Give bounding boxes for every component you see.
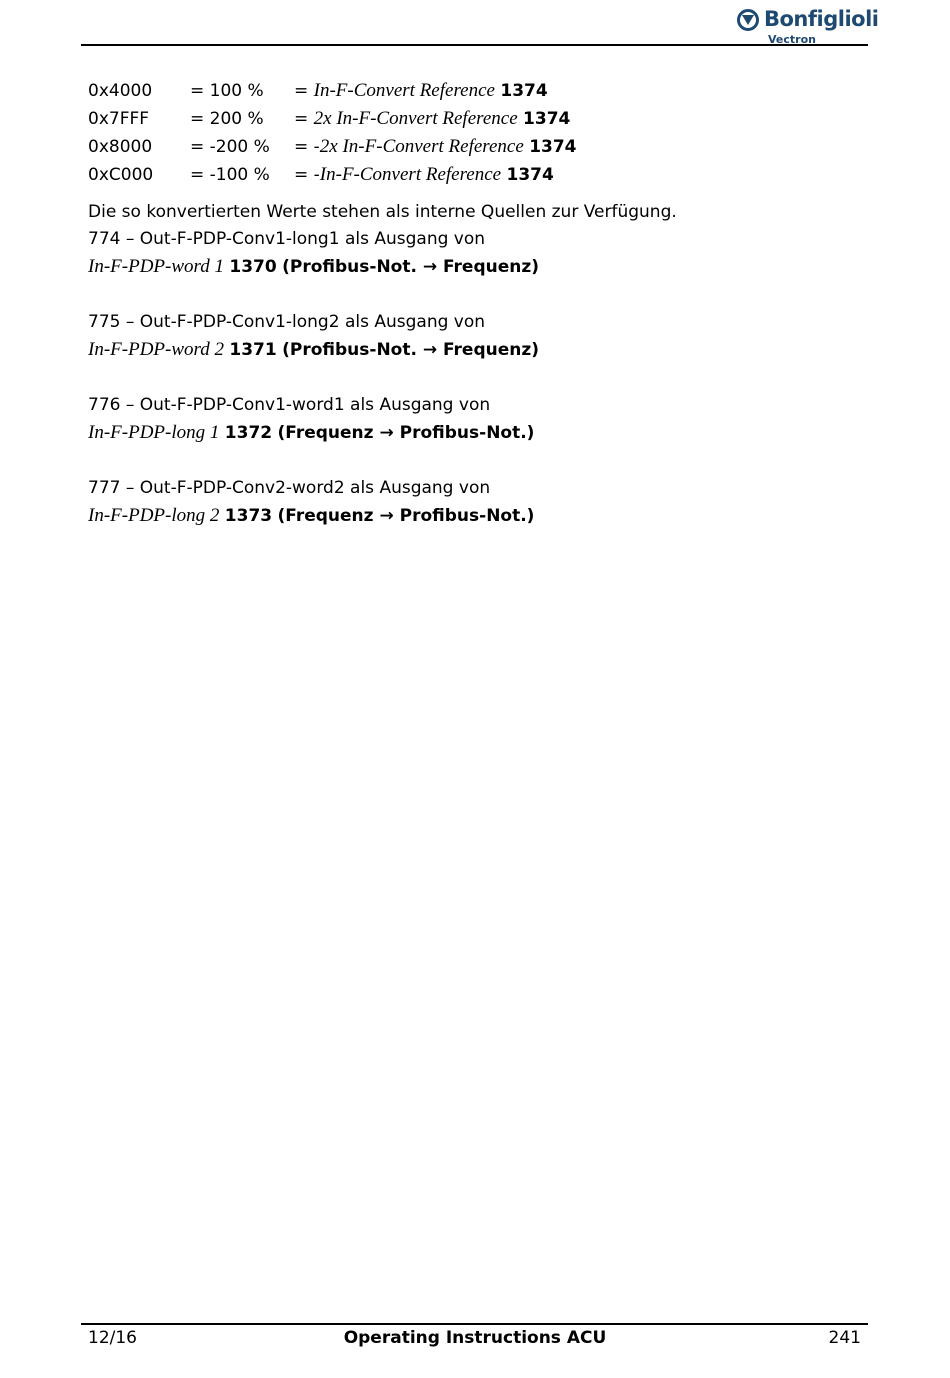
reference-expression: = -2x In-F-Convert Reference 1374 — [294, 136, 577, 157]
footer-date: 12/16 — [88, 1328, 137, 1348]
reference-expression: = In-F-Convert Reference 1374 — [294, 80, 548, 101]
output-entry — [88, 475, 868, 530]
entry-heading: 774 – Out-F-PDP-Conv1-long1 als Ausgang von — [88, 229, 486, 249]
output-entry — [88, 309, 868, 364]
parameter-number: 1374 — [500, 81, 548, 101]
conversion-table — [88, 77, 868, 189]
percent-value: = -200 % — [190, 137, 270, 157]
entry-heading: 777 – Out-F-PDP-Conv2-word2 als Ausgang von — [88, 478, 491, 498]
page-content — [88, 77, 868, 530]
reference-name: In-F-Convert Reference — [319, 164, 502, 185]
reference-name: 2x In-F-Convert Reference — [313, 108, 518, 129]
hex-value: 0x7FFF — [88, 109, 150, 129]
entry-source — [88, 502, 868, 530]
output-entry — [88, 226, 868, 281]
reference-name: In-F-Convert Reference — [313, 80, 495, 101]
page-number: 241 — [828, 1328, 861, 1348]
table-row — [88, 77, 868, 105]
table-row — [88, 133, 868, 161]
reference-expression: = -In-F-Convert Reference 1374 — [294, 164, 554, 185]
hex-value: 0x8000 — [88, 137, 153, 157]
parameter-name: In-F-PDP-long 1 — [88, 422, 220, 443]
output-entry — [88, 392, 868, 447]
conversion-direction: (Profibus-Not. → Frequenz) — [282, 340, 540, 360]
entry-source — [88, 336, 868, 364]
header-rule — [81, 44, 868, 46]
entry-heading: 775 – Out-F-PDP-Conv1-long2 als Ausgang von — [88, 312, 486, 332]
parameter-name: In-F-PDP-long 2 — [88, 505, 220, 526]
parameter-number: 1373 — [224, 506, 273, 526]
parameter-number: 1374 — [529, 137, 577, 157]
entry-heading: 776 – Out-F-PDP-Conv1-word1 als Ausgang von — [88, 395, 491, 415]
logo-mark-icon — [737, 9, 759, 31]
conversion-direction: (Frequenz → Profibus-Not.) — [277, 506, 535, 526]
logo-name: Bonfiglioli — [764, 7, 879, 31]
table-row — [88, 105, 868, 133]
hex-value: 0xC000 — [88, 165, 154, 185]
parameter-name: In-F-PDP-word 2 — [88, 339, 224, 360]
percent-value: = 200 % — [190, 109, 264, 129]
reference-name: 2x In-F-Convert Reference — [319, 136, 524, 157]
logo-subtitle: Vectron — [768, 33, 816, 46]
brand-logo — [737, 7, 879, 47]
intro-text: Die so konvertierten Werte stehen als interne Quellen zur Verfügung. — [88, 202, 677, 222]
parameter-number: 1370 — [229, 257, 277, 277]
reference-expression: = 2x In-F-Convert Reference 1374 — [294, 108, 571, 129]
conversion-direction: (Profibus-Not. → Frequenz) — [282, 257, 540, 277]
parameter-number: 1371 — [229, 340, 277, 360]
parameter-number: 1374 — [523, 109, 571, 129]
percent-value: = 100 % — [190, 81, 264, 101]
entry-source — [88, 419, 868, 447]
parameter-number: 1374 — [506, 165, 554, 185]
conversion-direction: (Frequenz → Profibus-Not.) — [277, 423, 535, 443]
footer-rule — [81, 1323, 868, 1325]
parameter-name: In-F-PDP-word 1 — [88, 256, 224, 277]
footer-title: Operating Instructions ACU — [343, 1328, 607, 1348]
parameter-number: 1372 — [224, 423, 273, 443]
hex-value: 0x4000 — [88, 81, 153, 101]
percent-value: = -100 % — [190, 165, 270, 185]
table-row — [88, 161, 868, 189]
entry-source — [88, 253, 868, 281]
